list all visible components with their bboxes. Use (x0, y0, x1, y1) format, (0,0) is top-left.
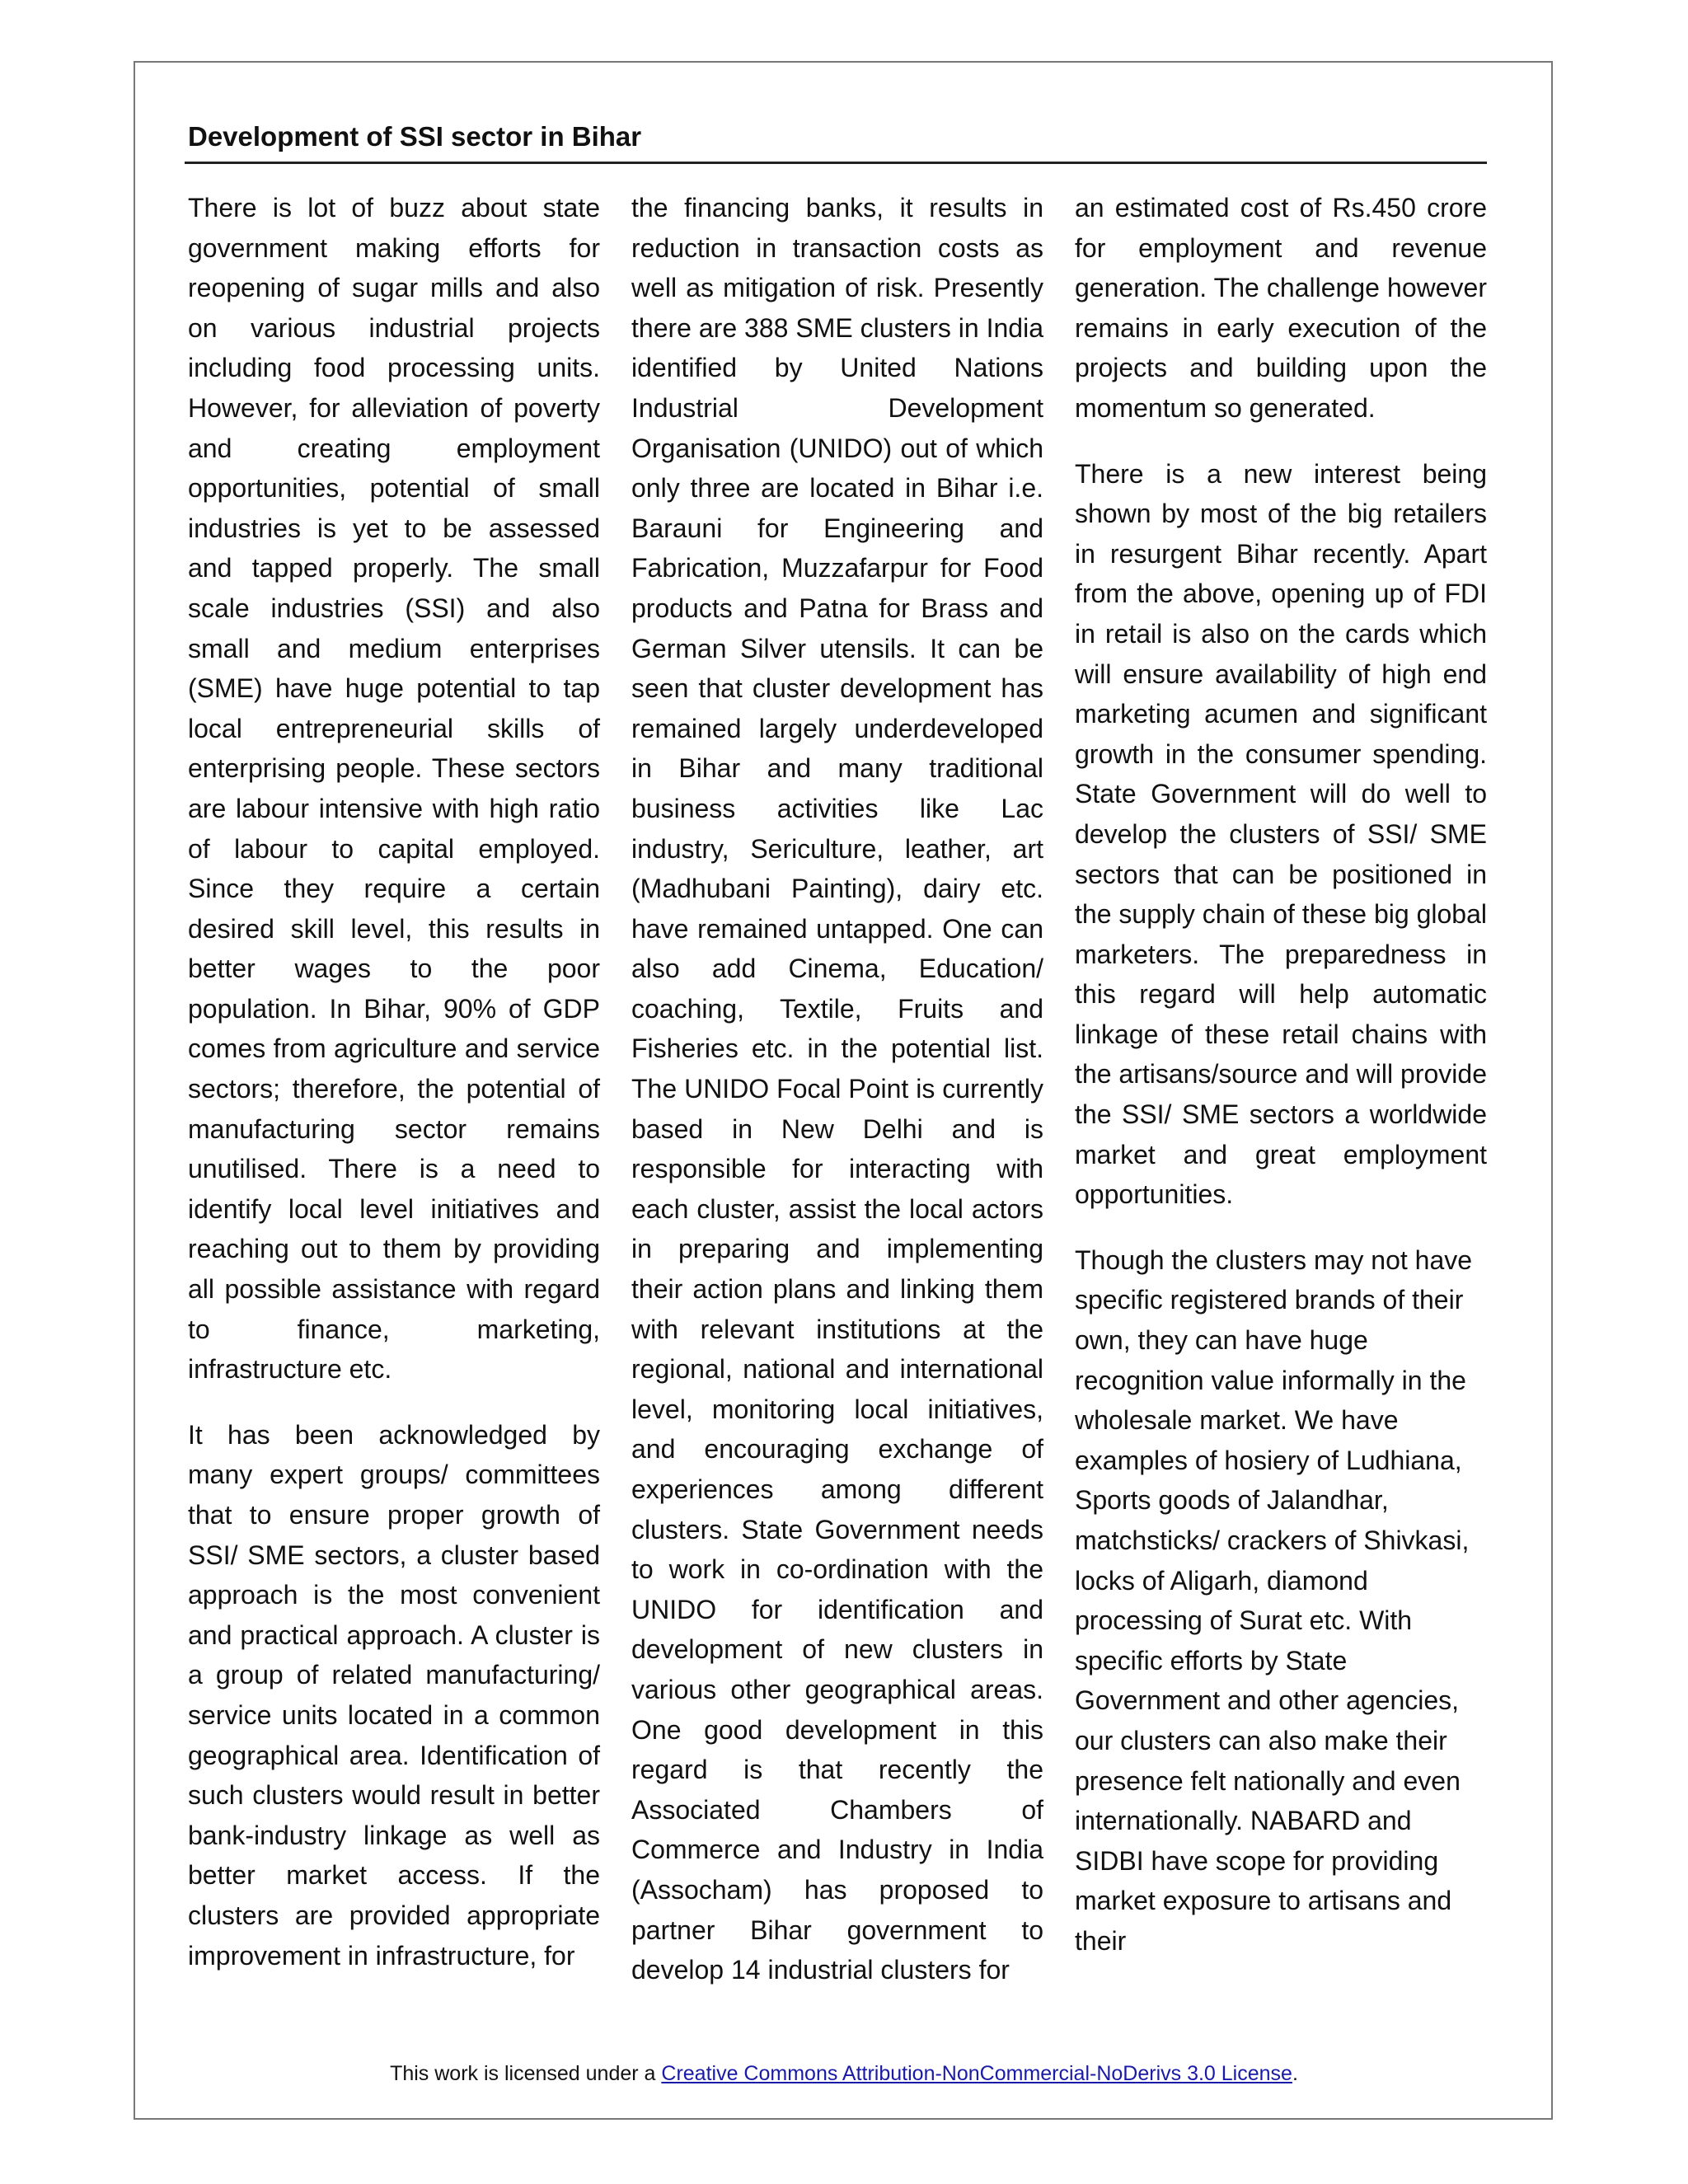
license-prefix: This work is licensed under a (390, 2062, 662, 2085)
license-link[interactable]: Creative Commons Attribution-NonCommercial-NoDerivs 3.0 License (661, 2062, 1292, 2085)
page-title: Development of SSI sector in Bihar (188, 121, 642, 152)
paragraph: There is lot of buzz about state government making efforts for reopening of sugar mills and also on various industrial projects including food processing units. However, for alleviation of poverty and creating employment opportunities, potential of small industries is yet to be assessed and tapped properly. The small scale industries (SSI) and also small and medium enterprises (SME) have huge potential to tap local entrepreneurial skills of enterprising people. These sectors are labour intensive with high ratio of labour to capital employed. Since they require a certain desired skill level, this results in better wages to the poor population. In Bihar, 90% of GDP comes from agriculture and service sectors; therefore, the potential of manufacturing sector remains unutilised. There is a need to identify local level initiatives and reaching out to them by providing all possible assistance with regard to finance, marketing, infrastructure etc. (188, 193, 600, 1385)
paragraph: Though the clusters may not have specific registered brands of their own, they can have huge recognition value informally in the wholesale market. We have examples of hosiery of Ludhiana, Sports goods of Jalandhar, matchsticks/ crackers of Shivkasi, locks of Aligarh, diamond processing of Surat etc. With specific efforts by State Government and other agencies, our clusters can also make their presence felt nationally and even internationally. NABARD and SIDBI have scope for providing market exposure to artisans and their (1075, 1244, 1473, 1956)
license-suffix: . (1292, 2062, 1298, 2085)
title-divider (185, 162, 1487, 164)
paragraph: There is a new interest being shown by most of the big retailers in resurgent Bihar recently. Apart from the above, opening up of FDI in retail is also on the cards which will ensure availability of high end marketing acumen and significant growth in the consumer spending. State Government will do well to develop the clusters of SSI/ SME sectors that can be positioned in the supply chain of these big global marketers. The preparedness in this regard will help automatic linkage of these retail chains with the artisans/source and will provide the SSI/ SME sectors a worldwide market and great employment opportunities. (1075, 458, 1487, 1210)
text-column-2 (631, 188, 1043, 2016)
paragraph: an estimated cost of Rs.450 crore for employment and revenue generation. The challenge however remains in early execution of the projects and building upon the momentum so generated. (1075, 193, 1487, 423)
license-footer (0, 2057, 1688, 2090)
text-column-1 (188, 188, 600, 2001)
paragraph: It has been acknowledged by many expert groups/ committees that to ensure proper growth of SSI/ SME sectors, a cluster based approach is the most convenient and practical approach. A cluster is a group of related manufacturing/ service units located in a common geographical area. Identification of such clusters would result in better bank-industry linkage as well as better market access. If the clusters are provided appropriate improvement in infrastructure, for (188, 1419, 600, 1971)
text-column-3 (1075, 188, 1487, 1987)
paragraph: the financing banks, it results in reduction in transaction costs as well as mitigation of risk. Presently there are 388 SME clusters in India identified by United Nations Industrial Development Organisation (UNIDO) out of which only three are located in Bihar i.e. Barauni for Engineering and Fabrication, Muzzafarpur for Food products and Patna for Brass and German Silver utensils. It can be seen that cluster development has remained largely underdeveloped in Bihar and many traditional business activities like Lac industry, Sericulture, leather, art (Madhubani Painting), dairy etc. have remained untapped. One can also add Cinema, Education/ coaching, Textile, Fruits and Fisheries etc. in the potential list. The UNIDO Focal Point is currently based in New Delhi and is responsible for interacting with each cluster, assist the local actors in preparing and implementing their action plans and linking them with relevant institutions at the regional, national and international level, monitoring local initiatives, and encouraging exchange of experiences among different clusters. State Government needs to work in co-ordination with the UNIDO for identification and development of new clusters in various other geographical areas. One good development in this regard is that recently the Associated Chambers of Commerce and Industry in India (Assocham) has proposed to partner Bihar government to develop 14 industrial clusters for (631, 193, 1043, 1985)
